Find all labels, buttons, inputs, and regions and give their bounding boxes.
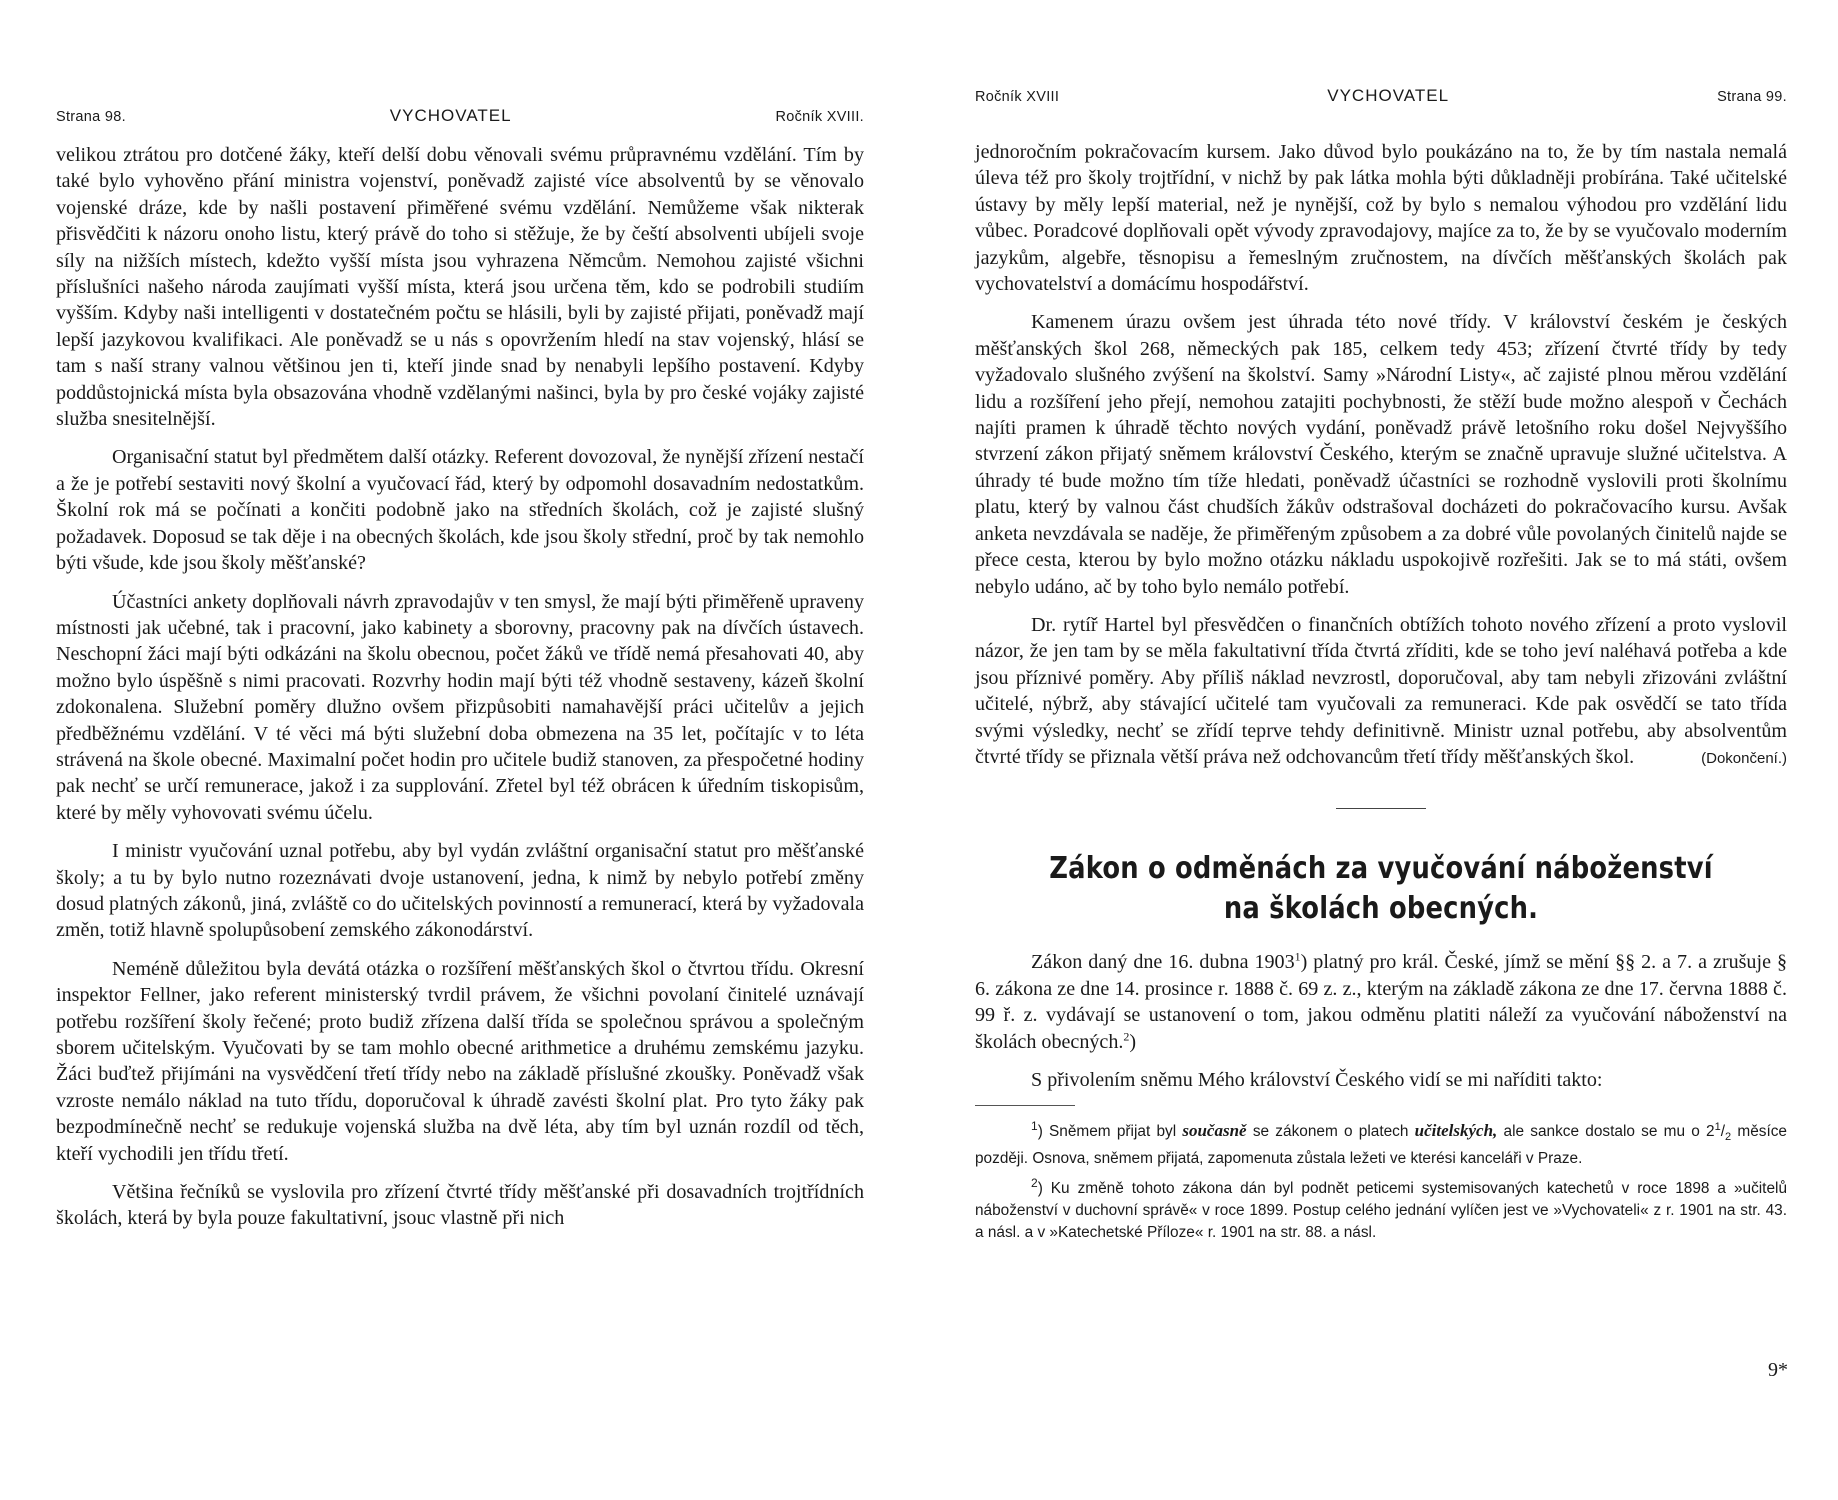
sheet-signature: 9* xyxy=(1768,1359,1788,1381)
footnote-2: $^2$) Ku změně tohoto zákona dán byl podnět peticemi systemisovaných katechetů v roce 1898 a »učitelů náboženství v duchovní správě« v roce 1899. Postup celého jednání vylíčen jest ve »Vychovateli« z r. 1901 na str. 43. a násl. a v »Katechetské Příloze« r. 1901 na str. 88. a násl. xyxy=(975,1176,1787,1242)
footnote-ref: 2 xyxy=(1123,1028,1130,1043)
paragraph: Většina řečníků se vyslovila pro zřízení čtvrté třídy měšťanské při dosavadních trojtřídních školách, která by byla pouze fakultativní, jsouc vlastně při nich xyxy=(56,1181,864,1230)
section-divider xyxy=(1336,808,1426,809)
page-label: Strana 98. xyxy=(56,109,126,125)
paragraph: Organisační statut byl předmětem další otázky. Referent dovozoval, že nynější zřízení nestačí a že je potřebí sestaviti nový školní a vyučovací řád, který by odpomohl dosavadním nedostatkům. Školní rok má se počínati a končiti podobně jako na středních školách, což je zajisté slušný požadavek. Doposud se tak děje i na obecných školách, kde jsou školy střední, proč by tak nemohlo býti všude, kde jsou školy měšťanské? xyxy=(56,446,864,575)
continuation-note: (Dokončení.) xyxy=(1701,749,1787,767)
paragraph xyxy=(975,612,1787,770)
footnote-separator xyxy=(975,1105,1075,1106)
paragraph: velikou ztrátou pro dotčené žáky, kteří delší dobu věnovali svému průpravnému vzdělání. Tím by také bylo vyhověno přání ministra vojenství, poněvadž zajisté více absolventů by se věnovalo vojenské dráze, kde by našli postavení přiměřené svému vzdělání. Nemůžeme však nikterak přisvědčiti k názoru onoho listu, který právě do toho si stěžuje, že by čeští absolventi ubíjeli svoje síly na nižších místech, kdežto vyšší místa jsou vyhrazena Němcům. Nemohou zajisté všichni příslušníci našeho národa zaujímati vyšší místa, která jsou určena těm, kdo se podrobili studiím vyšším. Kdyby naši intelligenti v dostatečném počtu se hlásili, byli by zajisté přijati, poněvadž mají lepší jazykovou kvalifikaci. Ale poněvadž se u nás s opovržením hledí na stav vojenský, hlásí se tam s naší strany valnou většinou jen ti, kteří jinde snad by nenabyli lepšího postavení. Kdyby poddůstojnická místa byla obsazována vhodně vzdělanými našinci, byla by pro české vojáky zajisté služba snesitelnější. xyxy=(56,144,864,431)
paragraph: Neméně důležitou byla devátá otázka o rozšíření měšťanských škol o čtvrtou třídu. Okresní inspektor Fellner, jako referent ministerský tvrdil právem, že všichni povolaní činitelé uznávají potřebu rozšíření školy řečené; proto budiž zřízena další třída se společnou správou a společným sborem učitelským. Vyučovati by se tam mohlo obecné arithmetice a druhému zemskému jazyku. Žáci buďtež přijímáni na vysvědčení třetí třídy nebo na základě příslušné zkoušky. Poněvadž však vzroste nemálo náklad na tuto třídu, doporučoval k úhradě zavésti školní plat. Pro tyto žáky pak bezpodmínečně nechť se redukuje vojenská služba na dvě léta, aby tím byl uznán rozdíl od těch, kteří vychodili jen třídu třetí. xyxy=(56,957,864,1165)
right-page xyxy=(919,0,1838,1500)
left-body-text xyxy=(56,142,864,1244)
article-title-line-2: na školách obecných. xyxy=(1223,891,1539,927)
article-title xyxy=(1032,849,1730,929)
footnote-ref: 1 xyxy=(1294,949,1301,964)
volume-label: Ročník XVIII. xyxy=(775,109,864,125)
right-body-text xyxy=(975,139,1787,1252)
running-head-right xyxy=(975,86,1787,110)
journal-title: VYCHOVATEL xyxy=(389,106,512,125)
volume-label: Ročník XVIII xyxy=(975,89,1060,105)
footnotes xyxy=(975,1120,1787,1244)
page-label: Strana 99. xyxy=(1717,89,1787,105)
paragraph: I ministr vyučování uznal potřebu, aby byl vydán zvláštní organisační statut pro měšťanské školy; a tu by bylo nutno rozeznávati dvoje ustanovení, jedna, k nimž by nebylo potřebí změny dosud platných zákonů, jiná, zvláště co do učitelských povinností a remunerací, která by vyžadovala změn, totiž hlavně spolupůsobení zemského zákonodárství. xyxy=(56,840,864,942)
law-paragraph: Zákon daný dne 16. dubna 1903$^1$) platný pro král. České, jímž se mění §§ 2. a 7. a zrušuje § 6. zákona ze dne 14. prosince r. 1888 č. 69 z. z., kterým na základě zákona ze dne 17. června 1888 č. 99 ř. z. vydávají se ustanovení o tom, jakou odměnu platiti náleží za vyučování náboženství na školách obecných.$^2$) xyxy=(975,949,1787,1053)
paragraph: Kamenem úrazu ovšem jest úhrada této nové třídy. V království českém je českých měšťanských škol 268, německých pak 185, celkem tedy 453; zřízení čtvrté třídy by tedy vyžadovalo slušného zvýšení na školství. Samy »Národní Listy«, ač zajisté plnou měrou vzdělání lidu a rozšíření jeho přejí, nemohou zatajiti pochybnosti, že stěží bude možno alespoň v Čechách najíti pramen k úhradě těchto nových vydání, poněvadž právě letošního roku došel Nejvyššího stvrzení zákon přijatý sněmem království Českého, kterým se značně upravuje služné učitelstva. A úhrady té bude možno tím tíže hledati, poněvadž účastníci se rozhodně vyslovili proti školnímu platu, který by valnou část chudších žákův odstrašoval docházeti do pokračovacího kursu. Avšak anketa nevzdávala se naděje, že přiměřeným způsobem a za dobré vůle povolaných činitelů najde se přece cesta, kterou by bylo možno otázku nákladu uspokojivě rozřešiti. Jak se to má státi, ovšem nebylo udáno, ač by toho bylo nemálo potřebí. xyxy=(975,311,1787,598)
paragraph: jednoročním pokračovacím kursem. Jako důvod bylo poukázáno na to, že by tím nastala nemalá úleva též pro školy trojtřídní, v nichž by pak látka mohla býti důkladněji probírána. Také učitelské ústavy by měly lepší material, než je nynější, což by bylo s nemalou výhodou pro vzdělání lidu vůbec. Poradcové doplňovali opět vývody zpravodajovy, majíce za to, že by se vyučovalo moderním jazykům, algebře, těsnopisu a řemeslným zručnostem, na dívčích měšťanských školách pak vychovatelství a domácímu hospodářství. xyxy=(975,141,1787,296)
law-paragraph: S přivolením sněmu Mého království Českého vidí se mi naříditi takto: xyxy=(1031,1068,1603,1091)
fraction: $^1/_2$ xyxy=(1714,1121,1732,1144)
paragraph-text: Dr. rytíř Hartel byl přesvědčen o finančních obtížích tohoto nového zřízení a proto vyslovil názor, že jen tam by se měla fakultativní třída čtvrtá zříditi, kde se toho jeví naléhavá potřeba a kde jsou příznivé poměry. Aby příliš náklad nevzrostl, doporučoval, aby tam nebyli zřizováni zvláštní učitelé, nýbrž, aby stávající učitelé tam vyučovali za remuneraci. Kde pak osvědčí se tato třída svými výsledky, nechť se zřídí teprve tehdy definitivně. Ministr uznal potřebu, aby absolventům čtvrté třídy se přiznala větší práva než odchovancům třetí třídy měšťanských škol. xyxy=(975,613,1787,768)
footnote-1: $^1$) Sněmem přijat byl současně se zákonem o platech učitelských, ale sankce dostalo se mu o $2^1/_2$ měsíce později. Osnova, sněmem přijatá, zapomenuta zůstala ležeti ve kterési kanceláři v Praze. xyxy=(975,1119,1787,1168)
article-title-line-1: Zákon o odměnách za vyučování náboženství xyxy=(1049,851,1713,887)
running-head-left xyxy=(56,106,864,130)
paragraph: Účastníci ankety doplňovali návrh zpravodajův v ten smysl, že mají býti přiměřeně upraveny místnosti jak učebné, tak i pracovní, jako kabinety a sborovny, pracovny pak na dívčích ústavech. Neschopní žáci mají býti odkázáni na školu obecnou, počet žáků ve třídě nemá přesahovati 40, aby možno bylo úspěšně s nimi pracovati. Rozvrhy hodin mají býti též vhodně sestaveny, kázeň školní zdokonalena. Služební poměry dlužno ovšem přizpůsobiti namahavější práci učitelův a jejich předběžnému vzdělání. V té věci má býti služební doba obmezena na 35 let, počítajíc v to léta strávená na škole obecné. Maximalní počet hodin pro učitele budiž stanoven, za přespočetné hodiny pak nechť se určí remunerace, jakož i za supplování. Zřetel byl též obrácen k úředním tiskopisům, které by měly vyhovovati svému účelu. xyxy=(56,590,864,824)
journal-title: VYCHOVATEL xyxy=(1327,86,1450,105)
